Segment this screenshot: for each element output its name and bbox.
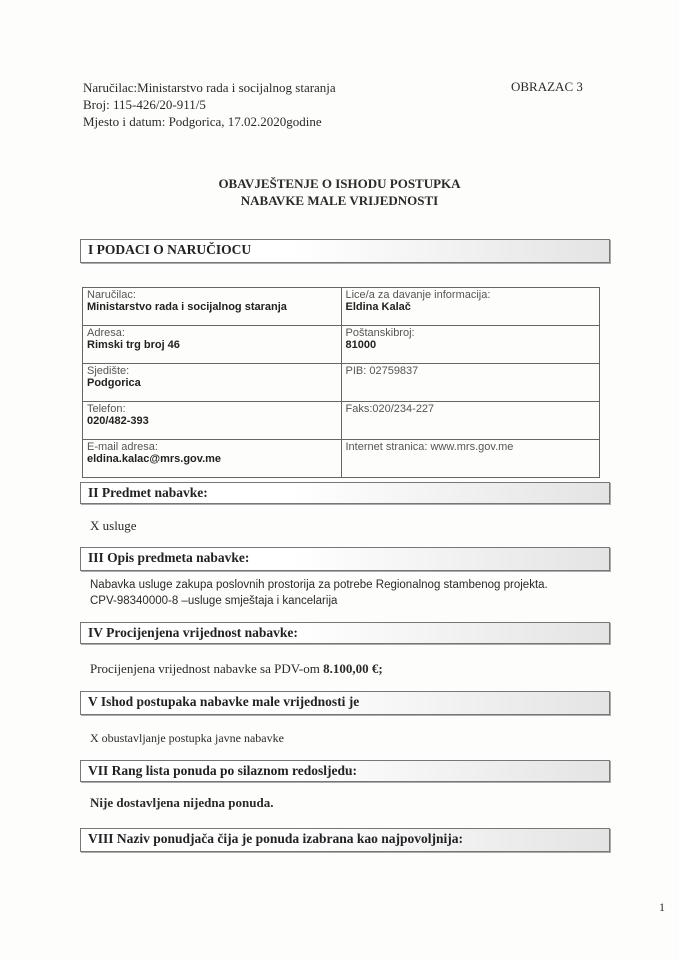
section-2-title: II Predmet nabavke: [88,485,208,500]
cell-label: Sjedište: [87,365,130,377]
table-row [83,440,600,478]
section-3-heading [80,547,610,571]
cell-value: Eldina Kalač [345,301,411,313]
section-5-heading [80,691,610,715]
section-1-title: I PODACI O NARUČIOCU [88,242,252,257]
cell-value: Rimski trg broj 46 [87,339,180,351]
section-7-heading [80,760,610,782]
table-cell [341,364,600,402]
cell-label: Poštanskibroj: [345,327,415,339]
section-7-title: VII Rang lista ponuda po silaznom redosljedu: [88,763,358,778]
cell-label: Internet stranica: www.mrs.gov.me [345,441,514,453]
header-client: Naručilac:Ministarstvo rada i socijalnog staranja [83,80,336,95]
estimated-value-amount: 8.100,00 €; [323,661,383,676]
estimated-value [90,661,383,677]
cell-label: PIB: 02759837 [345,365,419,377]
cell-value: Ministarstvo rada i socijalnog staranja [87,301,287,313]
table-cell [341,288,600,326]
cell-label: Lice/a za davanje informacija: [345,289,491,301]
outcome-text: X obustavljanje postupka javne nabavke [90,731,284,745]
cell-value: Podgorica [87,377,141,389]
table-cell [341,326,600,364]
cell-label: Telefon: [87,403,126,415]
estimated-value-text: Procijenjena vrijednost nabavke sa PDV-om [90,661,324,676]
section-4-heading [80,622,610,644]
cell-label: E-mail adresa: [87,441,158,453]
table-row [83,364,600,402]
document-title-line1: OBAVJEŠTENJE O ISHODU POSTUPKA [218,176,461,191]
description-line2: CPV-98340000-8 –usluge smještaja i kancelarija [90,595,338,607]
ranking-text: Nije dostavljena nijedna ponuda. [90,795,274,810]
description-line1: Nabavka usluge zakupa poslovnih prostorija za potrebe Regionalnog stambenog projekta. [90,579,548,591]
table-cell [83,364,342,402]
table-cell [341,440,600,478]
header-place-date: Mjesto i datum: Podgorica, 17.02.2020godine [83,114,322,129]
header-number: Broj: 115-426/20-911/5 [83,97,206,112]
table-cell [83,288,342,326]
table-row [83,288,600,326]
section-4-title: IV Procijenjena vrijednost nabavke: [88,625,298,640]
document-title-line2: NABAVKE MALE VRIJEDNOSTI [240,193,439,208]
section-3-title: III Opis predmeta nabavke: [88,550,250,565]
cell-label: Naručilac: [87,289,136,301]
cell-value: eldina.kalac@mrs.gov.me [87,453,222,465]
cell-label: Faks:020/234-227 [345,403,435,415]
form-label: OBRAZAC 3 [511,79,583,94]
cell-value: 020/482-393 [87,415,149,427]
section-1-heading [80,239,610,263]
cell-value: 81000 [345,339,377,351]
section-5-title: V Ishod postupaka nabavke male vrijednosti je [88,694,360,709]
client-info-table [82,287,600,478]
table-row [83,326,600,364]
table-cell [341,402,600,440]
section-8-title: VIII Naziv ponudjača čija je ponuda izabrana kao najpovoljnija: [88,831,464,846]
table-cell [83,326,342,364]
table-cell [83,440,342,478]
section-2-heading [80,482,610,504]
section-8-heading [80,828,610,852]
cell-label: Adresa: [87,327,125,339]
table-row [83,402,600,440]
page-number: 1 [659,900,665,914]
table-cell [83,402,342,440]
subject-text: X usluge [90,518,137,533]
